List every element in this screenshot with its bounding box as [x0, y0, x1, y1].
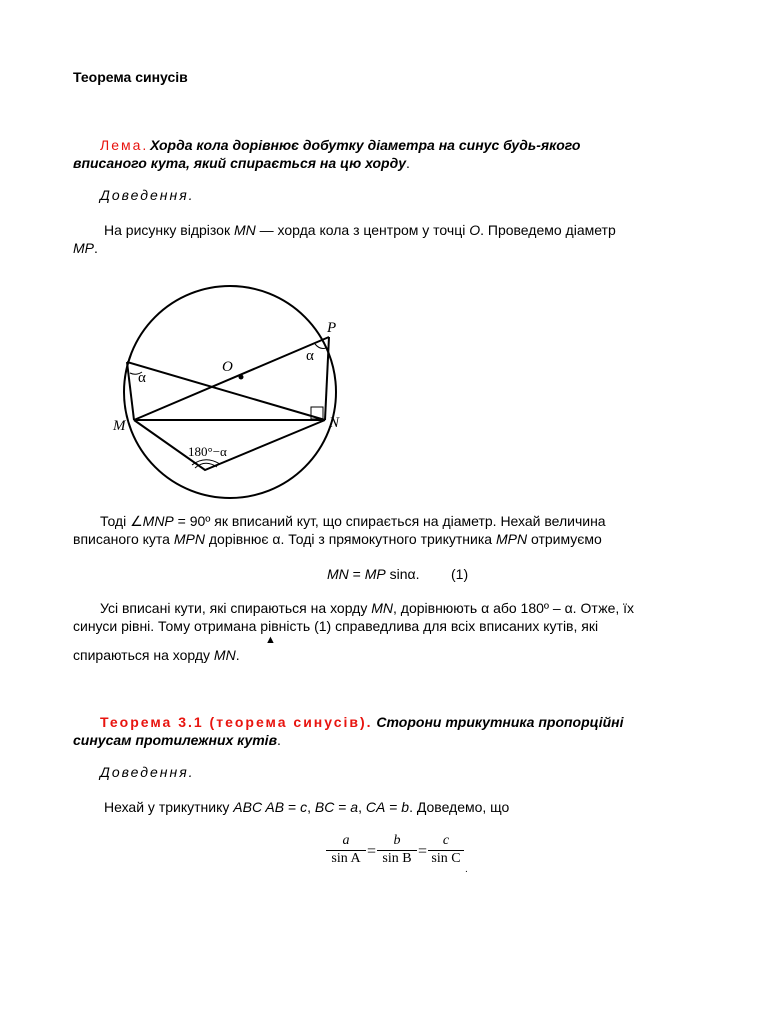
para4-text-7: . Доведемо, що [409, 799, 510, 815]
end-of-proof-mark: ▲ [265, 634, 276, 646]
para1-o: O [469, 222, 481, 238]
equals-1: = [367, 843, 377, 860]
page-title: Теорема синусів [73, 69, 188, 85]
proof-label-1: Доведення. [100, 187, 195, 203]
lemma-text-1: Хорда кола дорівнює добутку діаметра на синус будь-якого [146, 137, 581, 153]
para4-bc: BC [314, 799, 335, 815]
formula1-eq: = [348, 566, 365, 582]
para1-text-4: . [94, 240, 98, 256]
para4-c: c [300, 799, 308, 815]
para1-mp: MP [73, 240, 94, 256]
proof-label-2: Доведення. [100, 764, 195, 780]
para4-abc: ABC AB [233, 799, 285, 815]
label-m: M [113, 418, 126, 434]
para4-comma-2: , [358, 799, 366, 815]
para4-eq-2: = [334, 799, 351, 815]
formula1-mn: MN [327, 566, 349, 582]
para2-line-2 [73, 530, 602, 548]
fraction-c-num: c [442, 833, 450, 848]
para4-line [104, 798, 509, 816]
para2-mpn-2: MPN [495, 531, 528, 547]
para2-text-4: дорівнює α. Тоді з прямокутного трикутника [204, 531, 496, 547]
fraction-a-num: a [342, 833, 350, 848]
para1-text: На рисунку відрізок [104, 222, 234, 238]
para3-text-2: , дорівнюють α або 180º – α. Отже, їх [393, 600, 635, 616]
fraction-b-num: b [393, 833, 401, 848]
para2-line-1 [100, 512, 606, 530]
theorem-text-2: синусам протилежних кутів [73, 732, 278, 748]
center-point-o [239, 375, 244, 380]
label-n: N [329, 415, 340, 431]
theorem-text-1: Сторони трикутника пропорційні [372, 714, 624, 730]
circle-figure [100, 280, 360, 500]
lemma-text-2: вписаного кута, який спирається на цю хорду [73, 155, 407, 171]
fraction-c-den: sin C [431, 851, 461, 866]
para1-line-1 [104, 221, 616, 239]
para4-a: a [350, 799, 359, 815]
triangle-bottom [134, 420, 325, 470]
formula-1 [327, 565, 420, 583]
formula2-trail: . [465, 864, 468, 875]
diameter-mp [134, 337, 329, 420]
para3-mn-2: MN [213, 647, 236, 663]
para3-line-1 [100, 599, 634, 617]
para2-mpn: MPN [173, 531, 205, 547]
para2-text: Тоді ∠ [100, 513, 143, 529]
fraction-a-den: sin A [331, 851, 361, 866]
lemma-label: Лема [100, 137, 143, 153]
theorem-end: . [277, 732, 281, 748]
label-alpha-right: α [306, 348, 314, 364]
lemma-line-2 [73, 154, 410, 172]
fraction-b-den: sin B [382, 851, 412, 866]
para2-text-5: отримуємо [527, 531, 602, 547]
line-m-left [127, 362, 134, 420]
para4-comma-1: , [307, 799, 315, 815]
para1-line-2 [73, 239, 98, 257]
fraction-c [428, 833, 464, 869]
formula1-sin: sinα. [385, 566, 420, 582]
para2-text-3: вписаного кута [73, 531, 174, 547]
formula1-mp: MP [364, 566, 386, 582]
para3-line-2: синуси рівні. Тому отримана рівність (1) справедлива для всіх вписаних кутів, які [73, 618, 599, 634]
lemma-dot: . [142, 137, 147, 153]
para3-mn: MN [371, 600, 393, 616]
para1-text-2: — хорда кола з центром у точці [255, 222, 470, 238]
para4-ca: CA [365, 799, 386, 815]
para4-eq-1: = [284, 799, 301, 815]
para1-mn: MN [233, 222, 256, 238]
para2-text-2: = 90º як вписаний кут, що спирається на діаметр. Нехай величина [173, 513, 606, 529]
para3-line-3 [73, 646, 240, 664]
label-p: P [327, 320, 337, 336]
label-o: O [222, 359, 233, 375]
theorem-label: Теорема 3.1 (теорема синусів). [100, 714, 373, 730]
para4-eq-3: = [385, 799, 402, 815]
theorem-line-1 [100, 713, 624, 731]
para4-b: b [401, 799, 410, 815]
formula-1-number: (1) [451, 566, 469, 582]
fraction-b [377, 833, 417, 869]
para3-text-4: спираються на хорду [73, 647, 214, 663]
para4-text: Нехай у трикутнику [104, 799, 234, 815]
label-alpha-left: α [138, 370, 146, 386]
theorem-line-2 [73, 731, 281, 749]
para1-text-3: . Проведемо діаметр [480, 222, 616, 238]
lemma-end: . [406, 155, 410, 171]
lemma-line-1 [100, 136, 580, 154]
para2-mnp: MNP [142, 513, 174, 529]
fraction-a [326, 833, 366, 869]
para3-text-5: . [235, 647, 240, 663]
label-angle-bottom: 180°−α [188, 444, 227, 459]
equals-2: = [418, 843, 428, 860]
para3-text: Усі вписані кути, які спираються на хорду [100, 600, 372, 616]
